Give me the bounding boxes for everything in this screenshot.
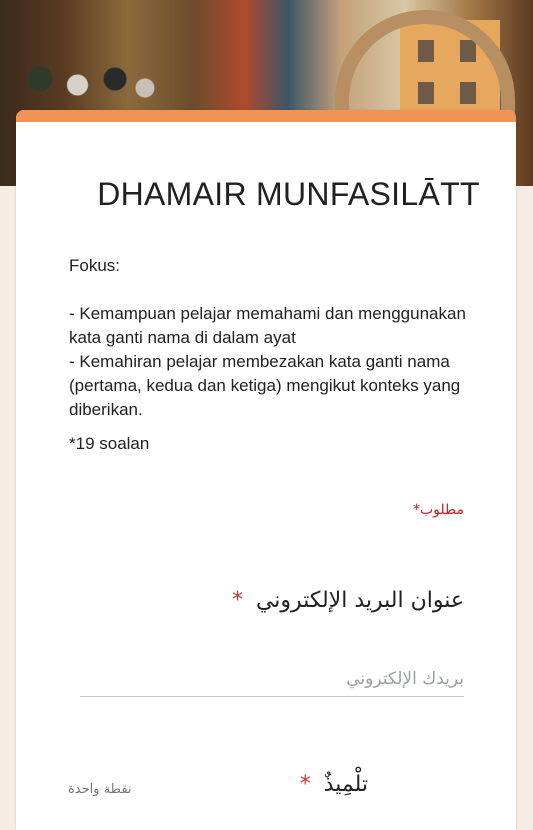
required-asterisk: * — [231, 588, 243, 613]
question-title-email — [232, 588, 464, 613]
email-input[interactable] — [80, 662, 464, 697]
required-asterisk: * — [299, 772, 311, 797]
form-card — [16, 110, 516, 830]
card-accent-bar — [16, 110, 516, 122]
required-note: *مطلوب — [412, 502, 464, 518]
focus-point-2: - Kemahiran pelajar membezakan kata ganti nama (pertama, kedua dan ketiga) mengikut konteks yang diberikan. — [69, 352, 461, 419]
question-points: نقطة واحدة — [68, 782, 132, 797]
question-title-2 — [300, 772, 368, 797]
focus-point-1: - Kemampuan pelajar memahami dan menggunakan kata ganti nama di dalam ayat — [69, 304, 466, 347]
question-count: *19 soalan — [69, 434, 150, 453]
question-title-text: تلْمِيذٌ — [323, 772, 368, 797]
question-title-text: عنوان البريد الإلكتروني — [255, 588, 464, 613]
form-description — [69, 254, 489, 456]
focus-label: Fokus: — [69, 256, 121, 275]
form-title: DHAMAIR MUNFASILĀTT — [97, 176, 480, 212]
